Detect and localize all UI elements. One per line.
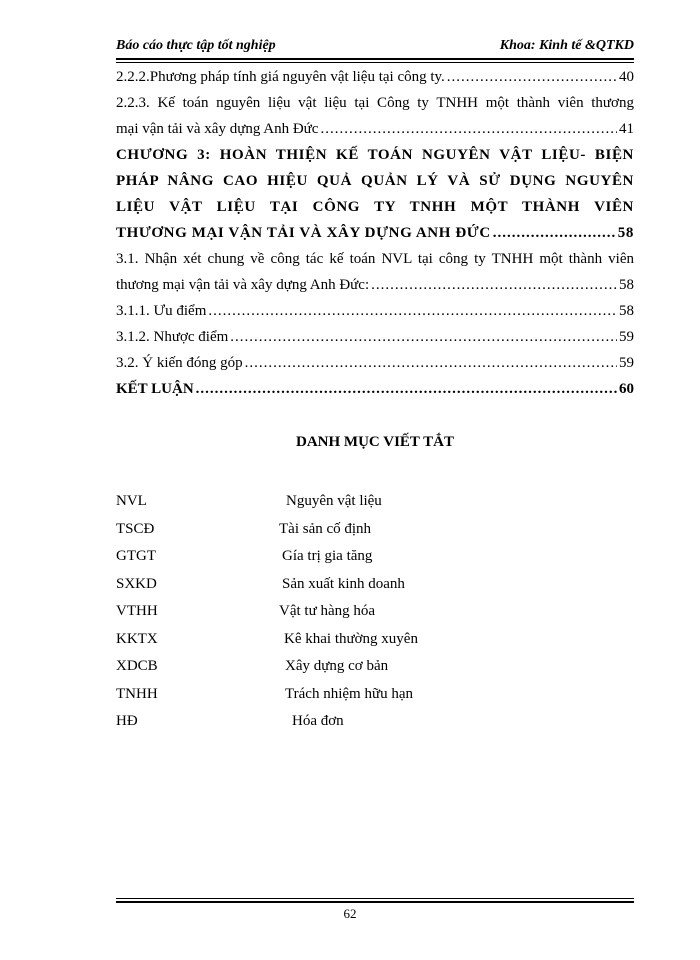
toc-entry-conclusion (116, 376, 634, 402)
toc-entry-2-2-3 (116, 116, 634, 142)
abbreviation-meaning: Xây dựng cơ bản (285, 658, 389, 674)
abbreviation-row (116, 488, 634, 516)
toc-leader-dots (447, 64, 617, 90)
table-of-contents (116, 64, 634, 402)
abbreviation-code: VTHH (116, 603, 158, 619)
toc-entry-title: mại vận tải và xây dựng Anh Đức (116, 121, 319, 137)
abbreviation-row (116, 571, 634, 599)
toc-entry-title: 2.2.2.Phương pháp tính giá nguyên vật liệu tại công ty. (116, 69, 445, 85)
abbreviation-meaning: Kê khai thường xuyên (284, 630, 418, 647)
toc-page-number: 59 (619, 355, 634, 371)
toc-page-number: 59 (619, 329, 634, 345)
footer-rule-thin (116, 898, 634, 899)
header-rule (116, 58, 634, 60)
toc-page-number: 58 (617, 225, 634, 241)
abbreviation-row (116, 708, 634, 736)
toc-chapter3-line3: LIỆU VẬT LIỆU TẠI CÔNG TY TNHH MỘT THÀNH VIÊN (116, 199, 634, 215)
toc-entry-title: thương mại vận tải và xây dựng Anh Đức: (116, 277, 370, 293)
abbreviation-row (116, 516, 634, 544)
abbreviations-list (116, 488, 634, 736)
toc-entry-2-2-3-line1: 2.2.3. Kế toán nguyên liệu vật liệu tại Công ty TNHH một thành viên thương (116, 95, 634, 111)
toc-page-number: 60 (619, 381, 634, 397)
abbreviation-meaning: Trách nhiệm hữu hạn (285, 685, 413, 702)
abbreviation-meaning: Gía trị gia tăng (282, 548, 373, 564)
abbreviation-code: XDCB (116, 658, 158, 674)
toc-page-number: 40 (619, 69, 634, 85)
abbreviation-meaning: Tài sản cố định (279, 520, 372, 537)
abbreviation-meaning: Hóa đơn (292, 713, 344, 729)
toc-entry-3-2 (116, 350, 634, 376)
abbreviation-row (116, 598, 634, 626)
abbreviation-row (116, 626, 634, 654)
page-number: 62 (343, 906, 357, 921)
abbreviation-code: KKTX (116, 630, 158, 647)
abbreviation-code: NVL (116, 493, 147, 509)
abbreviation-code: HĐ (116, 713, 138, 729)
toc-leader-dots (245, 350, 617, 376)
toc-leader-dots (493, 220, 616, 246)
toc-entry-title: 3.1.1. Ưu điểm (116, 303, 207, 319)
toc-page-number: 41 (619, 121, 634, 137)
abbreviation-code: SXKD (116, 575, 157, 592)
abbreviation-row (116, 681, 634, 709)
header-report-title: Báo cáo thực tập tốt nghiệp (116, 38, 276, 53)
page-header (116, 38, 634, 54)
abbreviation-row (116, 653, 634, 681)
toc-entry-2-2-2 (116, 64, 634, 90)
toc-chapter3-line2: PHÁP NÂNG CAO HIỆU QUẢ QUẢN LÝ VÀ SỬ DỤNG NGUYÊN (116, 173, 634, 189)
header-faculty: Khoa: Kinh tế &QTKD (499, 38, 634, 53)
abbreviation-code: GTGT (116, 548, 156, 564)
abbreviation-code: TSCĐ (116, 520, 155, 537)
toc-leader-dots (320, 116, 617, 142)
toc-chapter3-line1: CHƯƠNG 3: HOÀN THIỆN KẾ TOÁN NGUYÊN VẬT LIỆU- BIỆN (116, 147, 634, 163)
toc-entry-3-1-line1: 3.1. Nhận xét chung về công tác kế toán NVL tại công ty TNHH một thành viên (116, 251, 634, 267)
toc-page-number: 58 (619, 277, 634, 293)
toc-entry-3-1-1 (116, 298, 634, 324)
abbreviation-row (116, 543, 634, 571)
header-rule-thin (116, 62, 634, 63)
abbreviation-code: TNHH (116, 685, 158, 702)
toc-entry-title: KẾT LUẬN (116, 381, 194, 397)
toc-leader-dots (371, 272, 617, 298)
toc-entry-3-1-2 (116, 324, 634, 350)
toc-leader-dots (196, 376, 617, 402)
toc-entry-title: THƯƠNG MẠI VẬN TẢI VÀ XÂY DỰNG ANH ĐỨC (116, 225, 491, 241)
abbreviation-meaning: Nguyên vật liệu (286, 493, 382, 509)
abbreviations-title: DANH MỤC VIẾT TẮT (296, 434, 454, 450)
toc-chapter3-line4 (116, 220, 634, 246)
toc-entry-3-1 (116, 272, 634, 298)
abbreviation-meaning: Sản xuất kinh doanh (282, 575, 405, 592)
toc-leader-dots (230, 324, 617, 350)
toc-leader-dots (208, 298, 617, 324)
toc-entry-title: 3.1.2. Nhược điểm (116, 329, 229, 345)
footer-rule (116, 901, 634, 903)
abbreviation-meaning: Vật tư hàng hóa (279, 603, 376, 619)
toc-entry-title: 3.2. Ý kiến đóng góp (116, 355, 243, 371)
toc-page-number: 58 (619, 303, 634, 319)
